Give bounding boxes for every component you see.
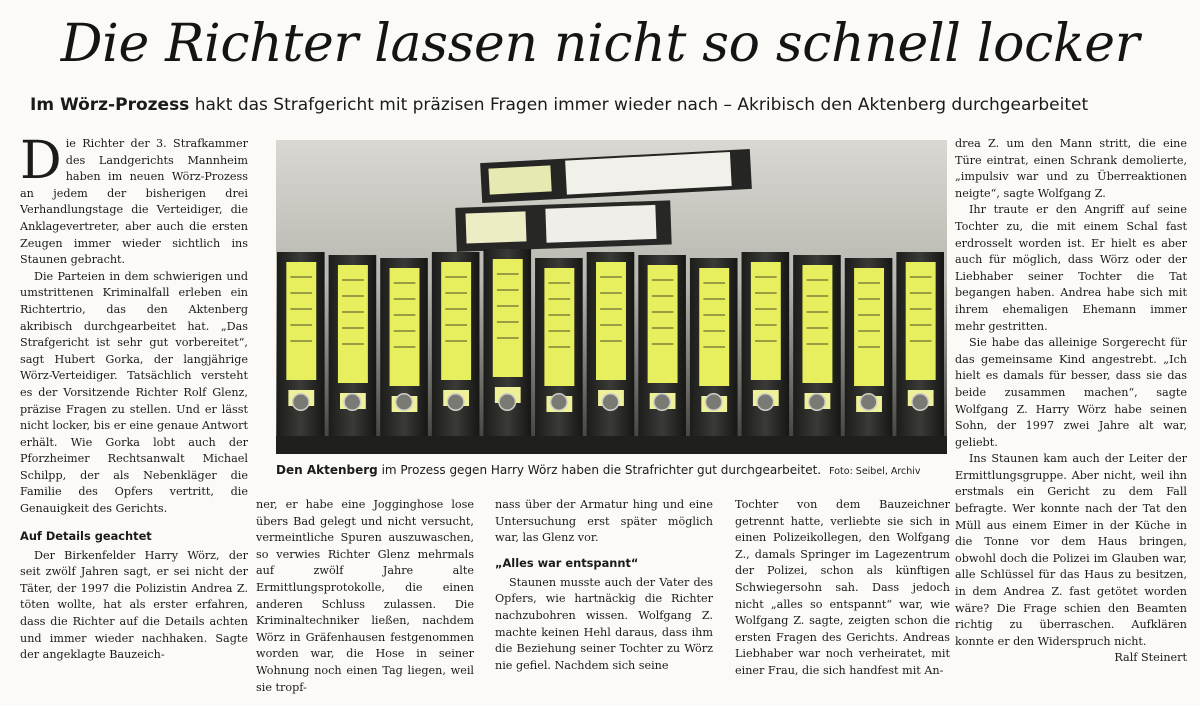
- binder: [483, 249, 531, 436]
- binder: [432, 252, 480, 436]
- caption-lead: Den Aktenberg: [276, 463, 378, 477]
- article-paragraph: Sie habe das alleinige Sorgerecht für das gemeinsame Kind angestrebt. „Ich hielt es damals für besser, dass sie das beide zusammen machen“, sagte Wolfgang Z. Harry Wörz habe seinen Sohn, der 1997 zwei Jahre alt war, geliebt.: [955, 336, 1187, 449]
- article-column-3: [495, 497, 713, 702]
- paragraph-text: ie Richter der 3. Strafkammer des Landgerichts Mannheim haben im neuen Wörz-Prozess an jedem der bisherigen drei Verhandlungstage die Verteidiger, die Anklagevertreter, aber auch die ersten Zeugen immer wieder sichtlich ins Staunen gebracht.: [20, 137, 248, 267]
- article-paragraph: Die Parteien in dem schwierigen und umstrittenen Kriminalfall erleben ein Richtertrio, das den Aktenberg akribisch durchgearbeitet hat. „Das Strafgericht ist sehr gut vorbereitet“, sagt Hubert Gorka, der langjährige Wörz-Verteidiger. Tatsächlich versteht es der Vorsitzende Richter Rolf Glenz, präzise Fragen zu stellen. Und er lässt nicht locker, bis er eine genaue Antwort erhält. Wie Gorka lobt auch der Pforzheimer Rechtsanwalt Michael Schilpp, der als Nebenkläger die Familie des Opfers vertritt, die Genauigkeit des Gerichts.: [20, 269, 248, 516]
- subheading-entspannt: „Alles war entspannt“: [495, 555, 639, 570]
- photo-credit: Foto: Seibel, Archiv: [829, 466, 921, 477]
- binder: [742, 252, 790, 436]
- article-column-2: [256, 497, 474, 702]
- article-column-5: [955, 136, 1187, 700]
- headline: Die Richter lassen nicht so schnell locker: [60, 14, 1140, 74]
- binders-photo: [276, 140, 947, 454]
- binder: [690, 258, 738, 436]
- article-paragraph: Staunen musste auch der Vater des Opfers, wie hartnäckig die Richter nachzubohren wissen. Wolfgang Z. machte keinen Hehl daraus, dass ihm die Beziehung seiner Tochter zu Wörz nie gefiel. Nachdem sich seine: [495, 575, 713, 672]
- binder: [380, 258, 428, 436]
- subheadline: [30, 92, 1190, 118]
- article-paragraph: Der Birkenfelder Harry Wörz, der seit zwölf Jahren sagt, er sei nicht der Täter, der 1997 die Polizistin Andrea Z. töten wollte, hat als erster erfahren, dass die Richter auf die Details achten und immer wieder nachhaken. Sagte der angeklagte Bauzeich-: [20, 548, 248, 662]
- author-signature: Ralf Steinert: [1114, 651, 1187, 665]
- article-column-4: [735, 497, 950, 702]
- subheadline-lead: Im Wörz-Prozess: [30, 95, 190, 115]
- binder-illustration: [276, 140, 947, 454]
- article-paragraph: Ihr traute er den Angriff auf seine Tochter zu, die mit einem Schal fast erdrosselt worden ist. Er hielt es aber auch für möglich, dass Wörz oder der Liebhaber seiner Tochter die Tat begangen haben. Andrea habe sich mit ihrem ehemaligen Ehemann immer mehr gestritten.: [955, 203, 1187, 333]
- subheading-details: Auf Details geachtet: [20, 528, 152, 543]
- article-paragraph: [20, 136, 248, 269]
- binder: [329, 255, 377, 436]
- article-paragraph: [955, 451, 1187, 665]
- binder: [896, 252, 944, 436]
- photo-caption: [276, 462, 966, 480]
- binder: [793, 255, 841, 436]
- article-column-1: [20, 136, 248, 696]
- article-paragraph: nass über der Armatur hing und eine Untersuchung erst später möglich war, las Glenz vor.: [495, 498, 713, 545]
- subheadline-text: hakt das Strafgericht mit präzisen Fragen immer wieder nach – Akribisch den Aktenberg durchgearbeitet: [189, 95, 1089, 115]
- paragraph-text: Ins Staunen kam auch der Leiter der Ermittlungsgruppe. Aber nicht, weil ihn erstmals ein Gericht zu dem Fall befragte. Wer konnte nach der Tat den Müll aus einem Eimer in der Küche in die Tonne vor dem Haus bringen, obwohl doch die Polizei im Glauben war, alle Schlüssel für das Haus zu besitzen, in dem Andrea Z. fast getötet worden wäre? Die Frage schien den Beamten richtig zu überraschen. Aufklären konnte er den Widerspruch nicht.: [955, 452, 1187, 648]
- binder: [845, 258, 893, 436]
- article-paragraph: drea Z. um den Mann stritt, die eine Türe eintrat, einen Schrank demolierte, „impulsiv war und zu Überreaktionen neigte“, sagte Wolfgang Z.: [955, 137, 1187, 200]
- article-paragraph: Tochter von dem Bauzeichner getrennt hatte, verliebte sie sich in einen Polizeikollegen, den Wolfgang Z., damals Springer im Lagezentrum der Polizei, schon als künftigen Schwiegersohn sah. Dass jedoch nicht „alles so entspannt“ war, wie Wolfgang Z. sagte, zeigten schon die ersten Fragen des Gerichts. Andreas Liebhaber war noch verheiratet, mit einer Frau, die sich handfest mit An-: [735, 498, 950, 677]
- drop-cap: D: [20, 136, 62, 191]
- shelf-edge: [276, 436, 947, 454]
- binder: [277, 252, 325, 436]
- caption-text: im Prozess gegen Harry Wörz haben die Strafrichter gut durchgearbeitet.: [377, 463, 822, 477]
- binder: [535, 258, 583, 436]
- binder: [587, 252, 635, 436]
- binder: [638, 255, 686, 436]
- article-paragraph: ner, er habe eine Jogginghose lose übers Bad gelegt und nicht versucht, vermeintliche Spuren auszuwaschen, so verwies Richter Glenz mehrmals auf zwölf Jahre alte Ermittlungsprotokolle, die einen anderen Schluss zulassen. Die Kriminaltechniker ließen, nachdem Wörz in Gräfenhausen festgenommen worden war, die Hose in seiner Wohnung noch einen Tag liegen, weil sie tropf-: [256, 498, 474, 694]
